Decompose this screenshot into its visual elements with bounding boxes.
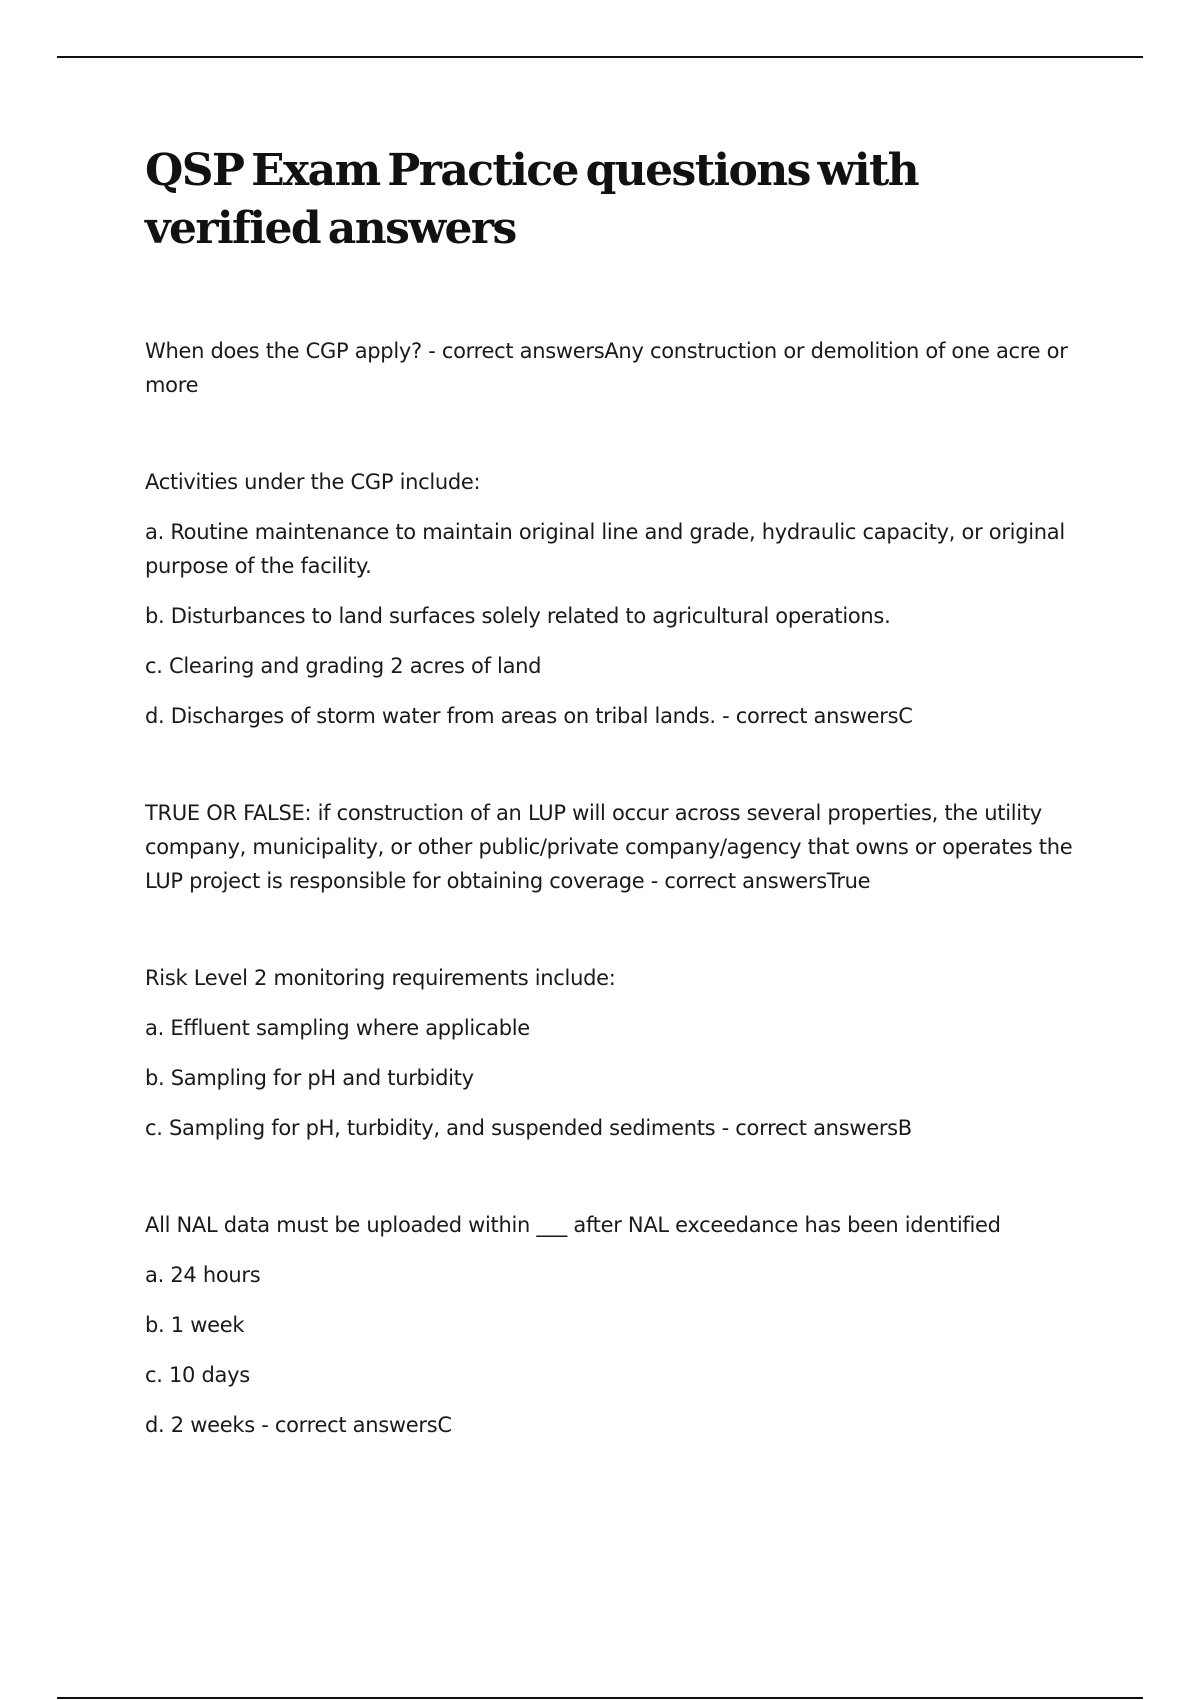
document-body <box>145 334 1075 1505</box>
answer-option: d. Discharges of storm water from areas on tribal lands. - correct answersC <box>145 704 913 728</box>
top-rule <box>57 56 1143 58</box>
question-block <box>145 961 1075 1145</box>
question-line: All NAL data must be uploaded within ___ after NAL exceedance has been identified <box>145 1213 1001 1237</box>
bottom-rule <box>57 1697 1143 1699</box>
answer-option: a. Routine maintenance to maintain original line and grade, hydraulic capacity, or original purpose of the facility. <box>145 520 1065 578</box>
answer-option: d. 2 weeks - correct answersC <box>145 1413 452 1437</box>
question-block <box>145 465 1075 733</box>
answer-option: a. 24 hours <box>145 1263 261 1287</box>
question-block <box>145 1208 1075 1442</box>
question-line: When does the CGP apply? - correct answersAny construction or demolition of one acre or more <box>145 339 1068 397</box>
question-line: Activities under the CGP include: <box>145 470 481 494</box>
document-title: QSP Exam Practice questions with verified answers <box>145 145 919 254</box>
answer-option: a. Effluent sampling where applicable <box>145 1016 530 1040</box>
question-block <box>145 796 1075 898</box>
answer-option: c. 10 days <box>145 1363 250 1387</box>
question-line: Risk Level 2 monitoring requirements include: <box>145 966 616 990</box>
answer-option: b. 1 week <box>145 1313 245 1337</box>
answer-option: b. Disturbances to land surfaces solely related to agricultural operations. <box>145 604 891 628</box>
answer-option: c. Clearing and grading 2 acres of land <box>145 654 542 678</box>
question-line: TRUE OR FALSE: if construction of an LUP will occur across several properties, the utility company, municipality, or other public/private company/agency that owns or operates the LUP project is responsible for obtaining coverage - correct answersTrue <box>145 801 1073 893</box>
question-block <box>145 334 1075 402</box>
answer-option: b. Sampling for pH and turbidity <box>145 1066 474 1090</box>
answer-option: c. Sampling for pH, turbidity, and suspended sediments - correct answersB <box>145 1116 912 1140</box>
